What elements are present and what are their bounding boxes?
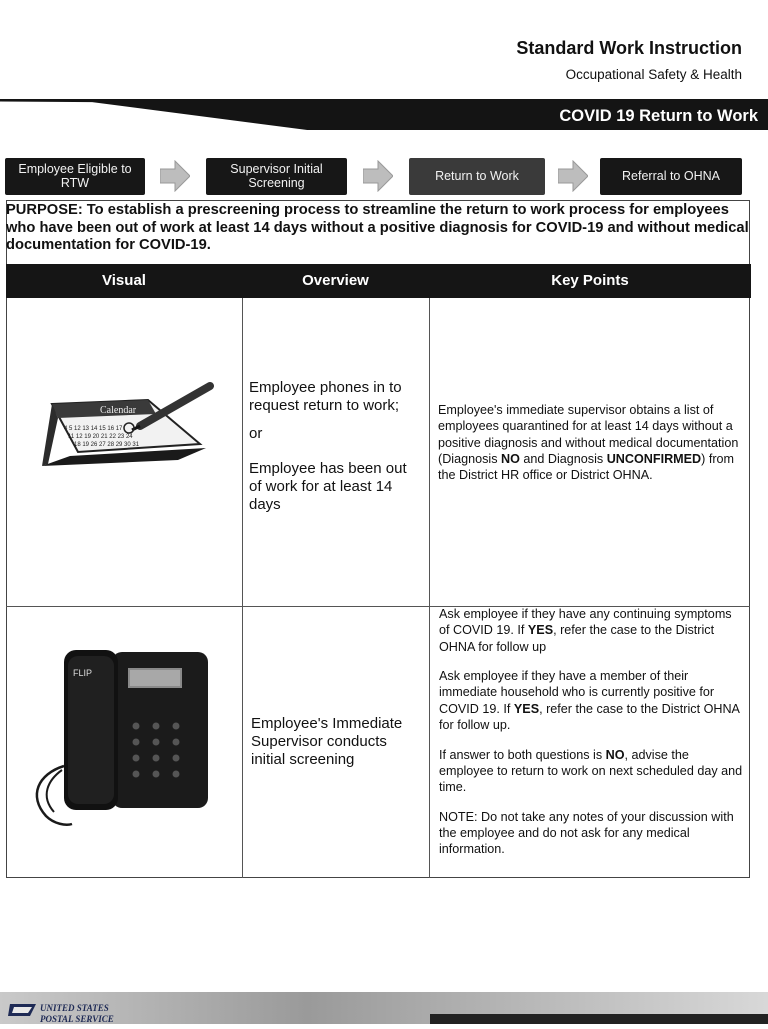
document-subtitle: Occupational Safety & Health	[565, 67, 742, 82]
svg-text:4 5 12 13 14 15 16 17: 4 5 12 13 14 15 16 17	[64, 426, 123, 432]
calendar-label: Calendar	[100, 405, 137, 416]
overview-row-1	[249, 379, 421, 514]
overview-line: Employee has been out of work for at least 14 days	[249, 460, 407, 513]
header-overview: Overview	[302, 272, 369, 289]
column-divider	[429, 298, 430, 878]
key-point: NOTE: Do not take any notes of your discussion with the employee and do not ask for any medical information.	[439, 809, 734, 857]
desk-phone-icon	[28, 646, 214, 836]
header-visual: Visual	[102, 272, 146, 289]
svg-text:POSTAL SERVICE: POSTAL SERVICE	[40, 1014, 114, 1024]
svg-text:11 12 19 20 21 22 23 24: 11 12 19 20 21 22 23 24	[68, 434, 133, 440]
key-point: Ask employee if they have any continuing symptoms of COVID 19. If YES, refer the case to the District OHNA for follow up	[439, 607, 732, 654]
header-key-points: Key Points	[551, 272, 629, 289]
overview-line: Employee's Immediate Supervisor conducts initial screening	[251, 715, 403, 768]
usps-logo	[6, 998, 156, 1024]
band-title: COVID 19 Return to Work	[559, 107, 758, 125]
svg-text:18 19 26 27 28 29 30 31: 18 19 26 27 28 29 30 31	[74, 442, 140, 448]
step-supervisor-screening: Supervisor Initial Screening	[206, 158, 347, 195]
step-referral-ohna: Referral to OHNA	[600, 158, 742, 195]
arrow-right-icon	[558, 160, 588, 192]
key-points-row-1	[438, 402, 742, 497]
overview-line: or	[249, 425, 263, 442]
step-return-to-work: Return to Work	[409, 158, 545, 195]
calendar-icon	[28, 378, 214, 478]
key-point: If answer to both questions is NO, advise the employee to return to work on next scheduled day and time.	[439, 747, 743, 795]
overview-row-2	[251, 715, 423, 769]
column-divider	[242, 298, 243, 878]
document-title: Standard Work Instruction	[516, 38, 742, 58]
key-point: Ask employee if they have a member of their immediate household who is currently positive for COVID 19. If YES, refer the case to the District OHNA for follow up.	[439, 669, 740, 733]
svg-text:UNITED STATES: UNITED STATES	[40, 1003, 109, 1013]
step-employee-eligible: Employee Eligible to RTW	[5, 158, 145, 195]
overview-line: Employee phones in to request return to work;	[249, 379, 402, 414]
table-header	[6, 264, 751, 298]
footer-stripe	[430, 1014, 768, 1024]
phone-label: FLIP	[73, 668, 93, 678]
key-points-row-2	[439, 606, 745, 858]
purpose-text: PURPOSE: To establish a prescreening process to streamline the return to work process for employees who have been out of work at least 14 days without a positive diagnosis for COVID-19 and without medical documentation for COVID-19.	[6, 202, 749, 254]
key-point: Employee's immediate supervisor obtains a list of employees quarantined for at least 14 days without a positive diagnosis and without medical documentation (Diagnosis NO and Diagnosis UNCONFIRMED) from the District HR office or District OHNA.	[438, 403, 739, 483]
arrow-right-icon	[363, 160, 393, 192]
arrow-right-icon	[160, 160, 190, 192]
